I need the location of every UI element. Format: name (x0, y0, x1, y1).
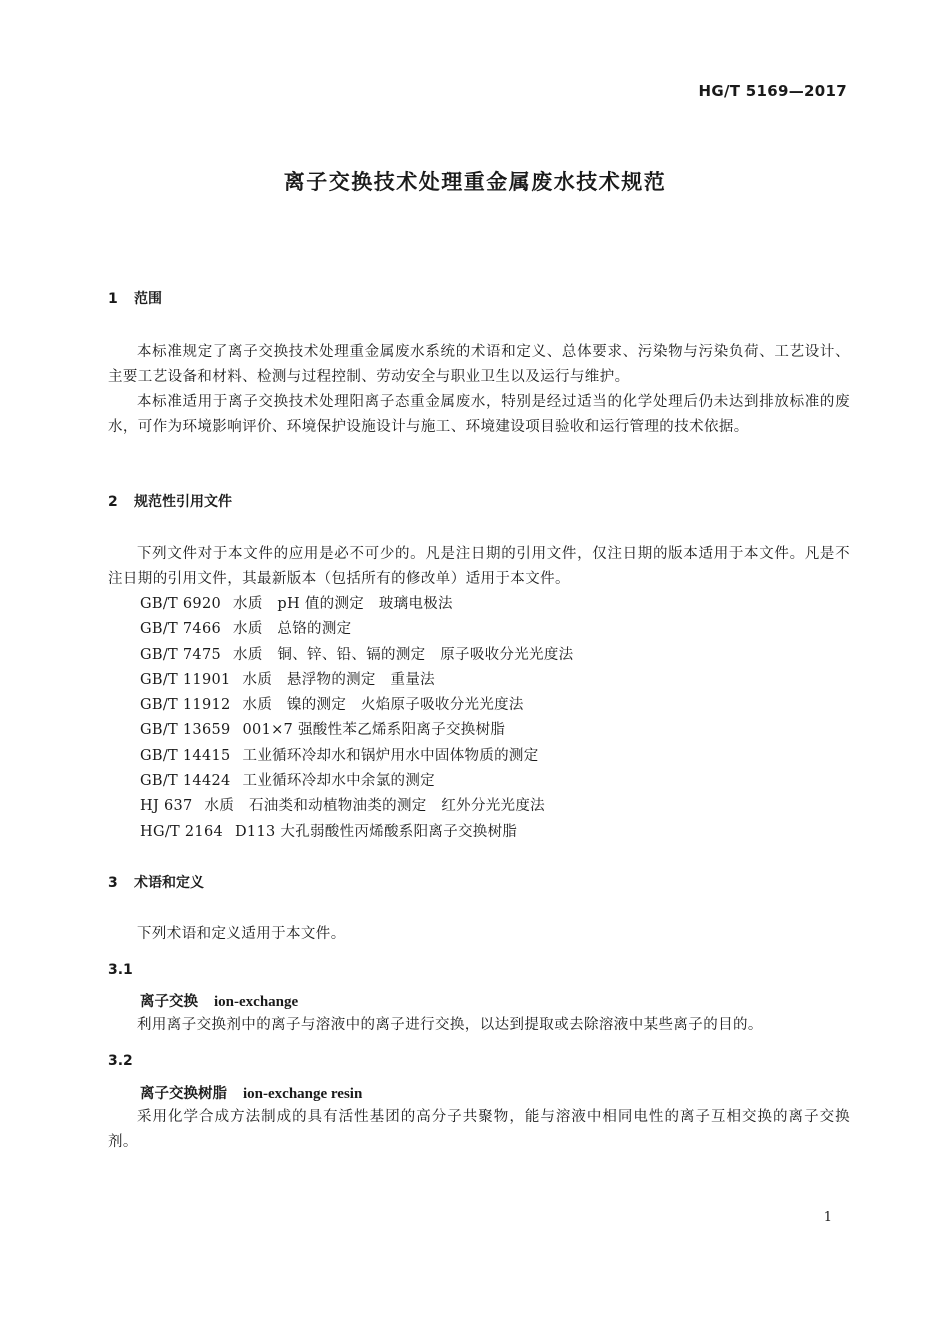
reference-item (140, 643, 573, 668)
reference-code: GB/T 13659 (140, 722, 231, 739)
section-number: 1 (108, 291, 118, 307)
document-title: 离子交换技术处理重金属废水技术规范 (283, 170, 667, 194)
section-title: 规范性引用文件 (134, 494, 232, 510)
section-3-heading (108, 872, 850, 894)
reference-title: 水质 石油类和动植物油类的测定 红外分光光度法 (204, 798, 545, 815)
standard-code: HG/T 5169—2017 (698, 82, 847, 100)
paragraph: 本标准适用于离子交换技术处理阳离子态重金属废水，特别是经过适当的化学处理后仍未达到排放标准的废水，可作为环境影响评价、环境保护设施设计与施工、环境建设项目验收和运行管理的技术依据。 (108, 394, 850, 435)
section-2-heading (108, 491, 850, 513)
normative-references-list (140, 592, 573, 845)
clause-number: 3.1 (108, 962, 133, 978)
reference-item (140, 617, 573, 642)
term-definition: 利用离子交换剂中的离子与溶液中的离子进行交换，以达到提取或去除溶液中某些离子的目的。 (137, 1017, 763, 1033)
reference-code: HJ 637 (140, 798, 193, 815)
reference-item (140, 668, 573, 693)
reference-title: 水质 pH 值的测定 玻璃电极法 (233, 596, 453, 612)
term-en: ion-exchange (214, 994, 299, 1010)
reference-code: GB/T 7475 (140, 646, 222, 663)
term-title (140, 990, 298, 1011)
clause-number: 3.2 (108, 1053, 133, 1069)
reference-item (140, 794, 573, 819)
term-zh: 离子交换树脂 (140, 1086, 227, 1102)
section-1-body (108, 340, 850, 440)
section-title: 范围 (134, 291, 162, 307)
page-number: 1 (823, 1210, 832, 1225)
section-3-body (108, 922, 850, 947)
reference-code: GB/T 14415 (140, 747, 231, 764)
reference-code: GB/T 14424 (140, 773, 231, 790)
reference-title: 工业循环冷却水中余氯的测定 (242, 773, 435, 790)
reference-code: HG/T 2164 (140, 823, 223, 840)
reference-title: 水质 总铬的测定 (233, 621, 352, 638)
reference-title: 工业循环冷却水和锅炉用水中固体物质的测定 (242, 747, 539, 764)
reference-code: GB/T 11901 (140, 671, 231, 688)
reference-item (140, 769, 573, 794)
term-definition: 采用化学合成方法制成的具有活性基团的高分子共聚物，能与溶液中相同电性的离子互相交换的离子交换剂。 (108, 1109, 850, 1150)
reference-title: D113 大孔弱酸性丙烯酸系阳离子交换树脂 (235, 823, 518, 840)
term-definition-block (108, 1013, 850, 1038)
reference-item (140, 693, 573, 718)
section-2-body (108, 542, 850, 592)
section-number: 2 (108, 494, 118, 510)
term-zh: 离子交换 (140, 994, 198, 1010)
paragraph: 本标准规定了离子交换技术处理重金属废水系统的术语和定义、总体要求、污染物与污染负荷、工艺设计、主要工艺设备和材料、检测与过程控制、劳动安全与职业卫生以及运行与维护。 (108, 344, 850, 385)
reference-title: 水质 镍的测定 火焰原子吸收分光光度法 (242, 697, 524, 714)
reference-title: 水质 铜、锌、铅、镉的测定 原子吸收分光光度法 (233, 646, 574, 663)
term-en: ion-exchange resin (243, 1086, 363, 1102)
section-number: 3 (108, 875, 118, 891)
reference-item (140, 718, 573, 743)
reference-code: GB/T 11912 (140, 697, 231, 714)
reference-item (140, 820, 573, 845)
section-title: 术语和定义 (134, 875, 204, 891)
reference-code: GB/T 7466 (140, 621, 222, 638)
reference-title: 001×7 强酸性苯乙烯系阳离子交换树脂 (242, 722, 506, 739)
reference-item (140, 592, 573, 617)
paragraph: 下列文件对于本文件的应用是必不可少的。凡是注日期的引用文件，仅注日期的版本适用于本文件。凡是不注日期的引用文件，其最新版本（包括所有的修改单）适用于本文件。 (108, 546, 850, 587)
paragraph: 下列术语和定义适用于本文件。 (137, 926, 346, 942)
reference-code: GB/T 6920 (140, 596, 222, 612)
reference-item (140, 744, 573, 769)
section-1-heading (108, 288, 850, 310)
term-definition-block (108, 1105, 850, 1155)
term-title (140, 1082, 362, 1103)
reference-title: 水质 悬浮物的测定 重量法 (242, 671, 435, 688)
